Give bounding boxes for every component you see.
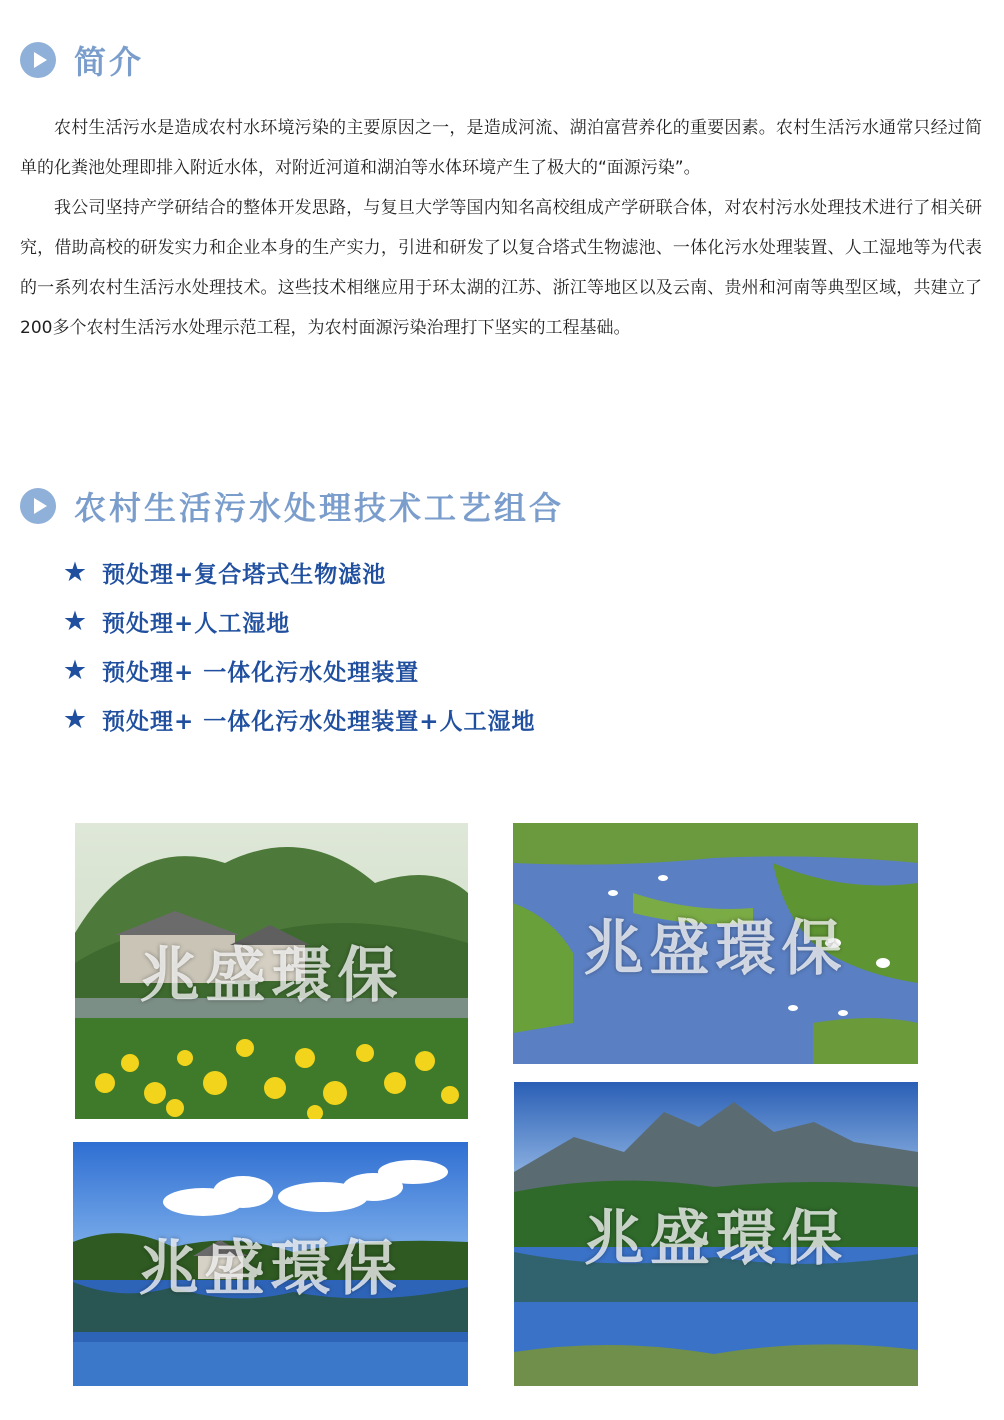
- star-icon: ★: [62, 606, 88, 637]
- list-item-label: 预处理+ 一体化污水处理装置+人工湿地: [102, 709, 536, 735]
- star-icon: ★: [62, 655, 88, 686]
- intro-paragraph-1: 农村生活污水是造成农村水环境污染的主要原因之一，是造成河流、湖泊富营养化的重要因素。农村生活污水通常只经过简单的化粪池处理即排入附近水体，对附近河道和湖泊等水体环境产生了极大的“面源污染”。: [20, 118, 982, 178]
- photo-wetland-egrets: [513, 823, 918, 1064]
- intro-paragraph-2: 我公司坚持产学研结合的整体开发思路，与复旦大学等国内知名高校组成产学研联合体，对农村污水处理技术进行了相关研究，借助高校的研发实力和企业本身的生产实力，引进和研发了以复合塔式生物滤池、一体化污水处理装置、人工湿地等为代表的一系列农村生活污水处理技术。这些技术相继应用于环太湖的江苏、浙江等地区以及云南、贵州和河南等典型区域，共建立了200多个农村生活污水处理示范工程，为农村面源污染治理打下坚实的工程基础。: [20, 198, 982, 338]
- play-circle-icon: [20, 42, 56, 78]
- section-title-tech: 农村生活污水处理技术工艺组合: [74, 489, 565, 527]
- watermark-text: 兆盛環保: [584, 1204, 848, 1274]
- star-icon: ★: [62, 704, 88, 735]
- list-item-label: 预处理+ 一体化污水处理装置: [102, 660, 420, 686]
- section-header-tech: [20, 483, 564, 529]
- photo-mountain-lake: [514, 1082, 918, 1386]
- watermark-text: 兆盛環保: [139, 941, 404, 1011]
- list-item: [62, 646, 536, 695]
- list-item: [62, 548, 536, 597]
- star-icon: ★: [62, 557, 88, 588]
- list-item-label: 预处理+复合塔式生物滤池: [102, 562, 387, 588]
- list-item-label: 预处理+人工湿地: [102, 611, 291, 637]
- section-header-intro: [20, 37, 144, 83]
- photo-village-meadow: [75, 823, 468, 1119]
- list-item: [62, 597, 536, 646]
- photo-lake-sky: [73, 1142, 468, 1386]
- section-title-intro: 简介: [74, 43, 145, 81]
- watermark-text: 兆盛環保: [138, 1234, 403, 1304]
- tech-combination-list: [62, 548, 536, 744]
- list-item: [62, 695, 536, 744]
- watermark-text: 兆盛環保: [583, 913, 848, 984]
- play-circle-icon: [20, 488, 56, 524]
- intro-text: [20, 108, 982, 348]
